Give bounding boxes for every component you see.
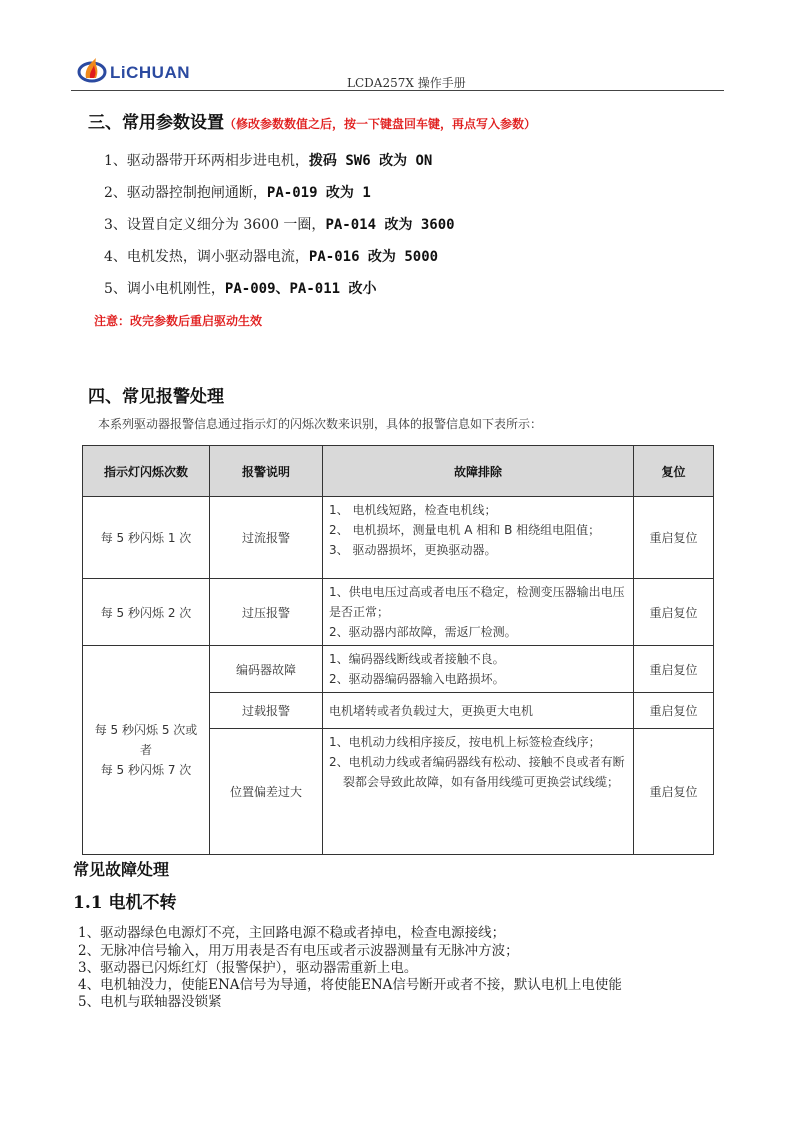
fix-line: 2、驱动器内部故障，需返厂检测。: [329, 625, 517, 639]
alarm-desc: 编码器故障: [210, 646, 323, 693]
param-item: [104, 150, 432, 170]
flash-line: 者: [139, 743, 152, 757]
fix-line: 2、电机动力线或者编码器线有松动、接触不良或者有断裂都会导致此故障，如有备用线缆可更换尝试线缆；: [329, 755, 625, 789]
common-faults-title: 常见故障处理: [73, 860, 170, 879]
col-header-reset: 复位: [634, 446, 714, 497]
list-item: 4、电机轴没力，使能ENA信号为导通，将使能ENA信号断开或者不接，默认电机上电使能: [78, 977, 622, 993]
section3-heading: 三、常用参数设置: [88, 113, 224, 133]
param-item-text: 5、调小电机刚性，: [104, 281, 225, 297]
table-row: [83, 579, 714, 646]
reset-method: 重启复位: [634, 729, 714, 855]
section4-title: 四、常见报警处理: [88, 387, 224, 407]
fix-cell: [323, 646, 634, 693]
section3-title: [88, 108, 536, 133]
restart-warning: 注意：改完参数后重启驱动生效: [94, 314, 263, 328]
flash-count: 每 5 秒闪烁 2 次: [83, 579, 210, 646]
fix-line: 1、供电电压过高或者电压不稳定，检测变压器输出电压是否正常；: [329, 585, 625, 619]
reset-method: 重启复位: [634, 579, 714, 646]
fix-line: 1、电机动力线相序接反，按电机上标签检查线序；: [329, 735, 601, 749]
fix-line: 2、驱动器编码器输入电路损坏。: [329, 672, 505, 686]
fix-line: 2、 电机损坏，测量电机 A 相和 B 相绕组电阻值；: [329, 523, 601, 537]
header-doc-title: LCDA257X 操作手册: [347, 76, 466, 90]
list-item: 1、驱动器绿色电源灯不亮，主回路电源不稳或者掉电，检查电源接线；: [78, 925, 506, 941]
param-item-value: PA-009、PA-011 改小: [224, 281, 377, 297]
list-item: 3、驱动器已闪烁红灯（报警保护），驱动器需重新上电。: [78, 960, 418, 976]
col-header-fix: 故障排除: [323, 446, 634, 497]
param-item: [104, 246, 438, 266]
alarm-desc: 过流报警: [210, 497, 323, 579]
param-item-value: 拨码 SW6 改为 ON: [308, 153, 433, 169]
alarm-desc: 过压报警: [210, 579, 323, 646]
fix-cell: [323, 579, 634, 646]
fix-line: 电机堵转或者负载过大，更换更大电机: [329, 703, 534, 718]
alarm-table-header: [83, 446, 714, 497]
flash-count: 每 5 秒闪烁 1 次: [83, 497, 210, 579]
reset-method: 重启复位: [634, 497, 714, 579]
param-item-text: 1、驱动器带开环两相步进电机，: [104, 153, 309, 169]
param-item-text: 4、电机发热，调小驱动器电流，: [104, 249, 309, 265]
param-item-value: PA-016 改为 5000: [308, 249, 439, 265]
param-item-text: 2、驱动器控制抱闸通断，: [104, 185, 267, 201]
flash-line: 每 5 秒闪烁 7 次: [100, 763, 192, 777]
fix-cell: [323, 693, 634, 729]
param-item-value: PA-014 改为 3600: [325, 217, 455, 233]
fix-line: 1、编码器线断线或者接触不良。: [329, 652, 505, 666]
table-row: [83, 646, 714, 693]
param-item: [104, 182, 371, 202]
section4-intro: 本系列驱动器报警信息通过指示灯的闪烁次数来识别，具体的报警信息如下表所示：: [98, 417, 543, 431]
col-header-alarm: 报警说明: [210, 446, 323, 497]
reset-method: 重启复位: [634, 693, 714, 729]
fix-line: 1、 电机线短路，检查电机线；: [329, 503, 497, 517]
list-item: 2、无脉冲信号输入，用万用表是否有电压或者示波器测量有无脉冲方波；: [78, 943, 519, 959]
common-faults-subtitle: 1.1 电机不转: [73, 893, 177, 913]
param-item-text: 3、设置自定义细分为 3600 一圈，: [104, 217, 326, 233]
table-row: [83, 497, 714, 579]
brand-name: LiCHUAN: [110, 63, 190, 82]
list-item: 5、电机与联轴器没锁紧: [78, 994, 222, 1010]
alarm-desc: 位置偏差过大: [210, 729, 323, 855]
fix-cell: [323, 497, 634, 579]
alarm-desc: 过载报警: [210, 693, 323, 729]
reset-method: 重启复位: [634, 646, 714, 693]
header-divider: [71, 90, 724, 91]
param-item: [104, 214, 455, 234]
fix-line: 3、 驱动器损坏，更换驱动器。: [329, 543, 497, 557]
param-item: [104, 278, 377, 298]
param-item-value: PA-019 改为 1: [266, 185, 371, 201]
flash-line: 每 5 秒闪烁 5 次或: [94, 723, 198, 737]
alarm-table: [82, 445, 714, 855]
col-header-flash: 指示灯闪烁次数: [83, 446, 210, 497]
fix-cell: [323, 729, 634, 855]
flash-count: [83, 646, 210, 855]
section3-note: （修改参数数值之后，按一下键盘回车键，再点写入参数）: [224, 117, 537, 131]
